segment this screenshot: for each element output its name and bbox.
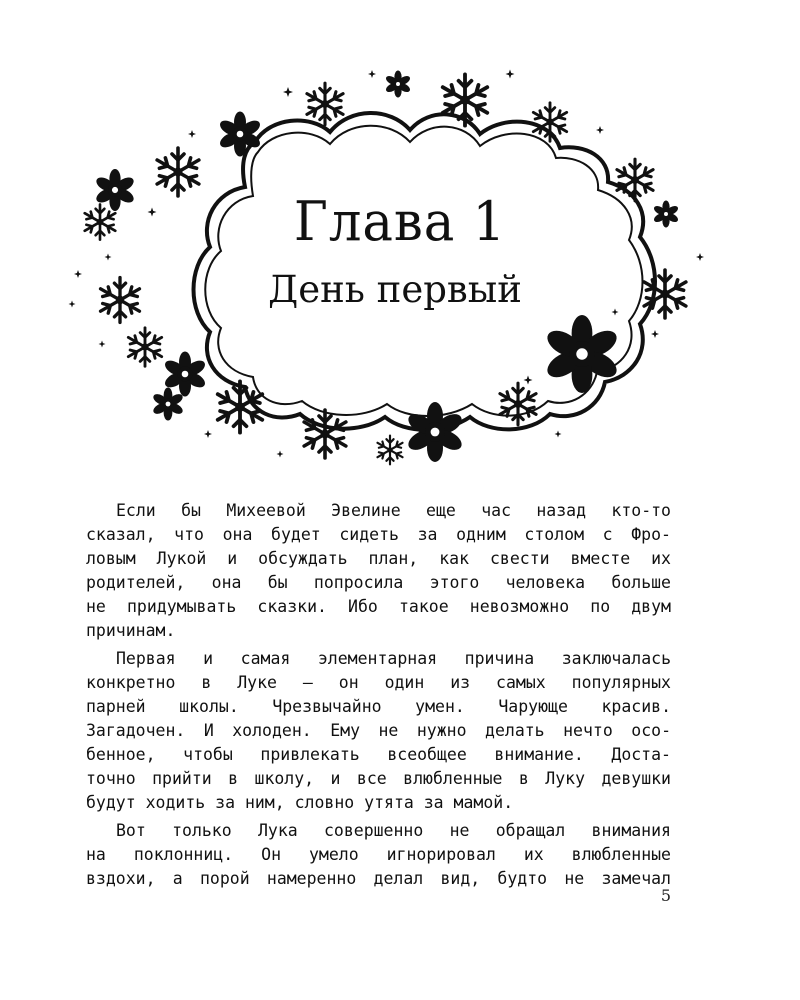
text-line: конкретно в Луке — он один из самых популярных xyxy=(86,673,671,692)
text-line: парней школы. Чрезвычайно умен. Чарующе красив. xyxy=(86,697,671,716)
text-line: сказал, что она будет сидеть за одним столом с Фро- xyxy=(86,525,671,544)
paragraph xyxy=(86,499,671,643)
text-line: Загадочен. И холоден. Ему не нужно делать нечто осо- xyxy=(86,721,671,740)
text-line: точно прийти в школу, и все влюбленные в Луку девушки xyxy=(86,769,671,788)
text-line: вздохи, а порой намеренно делал вид, будто не замечал xyxy=(86,869,671,888)
text-line: родителей, она бы попросила этого человека больше xyxy=(86,573,671,592)
text-line: на поклонниц. Он умело игнорировал их влюбленные xyxy=(86,845,671,864)
paragraph xyxy=(86,647,671,815)
chapter-subtitle: День первый xyxy=(268,268,522,311)
body-text xyxy=(86,499,671,895)
text-line: Если бы Михеевой Эвелине еще час назад кто-то xyxy=(116,501,671,520)
text-line: будут ходить за ним, словно утята за мамой. xyxy=(86,793,514,812)
text-line: ловым Лукой и обсуждать план, как свести вместе их xyxy=(86,549,671,568)
text-line: бенное, чтобы привлекать всеобщее внимание. Доста- xyxy=(86,745,671,764)
text-line: Вот только Лука совершенно не обращал внимания xyxy=(116,821,671,840)
paragraph xyxy=(86,819,671,891)
text-line: не придумывать сказки. Ибо такое невозможно по двум xyxy=(86,597,671,616)
page-number: 5 xyxy=(660,886,672,905)
chapter-title: Глава 1 xyxy=(293,190,507,253)
text-line: причинам. xyxy=(86,621,176,640)
text-line: Первая и самая элементарная причина заключалась xyxy=(116,649,671,668)
